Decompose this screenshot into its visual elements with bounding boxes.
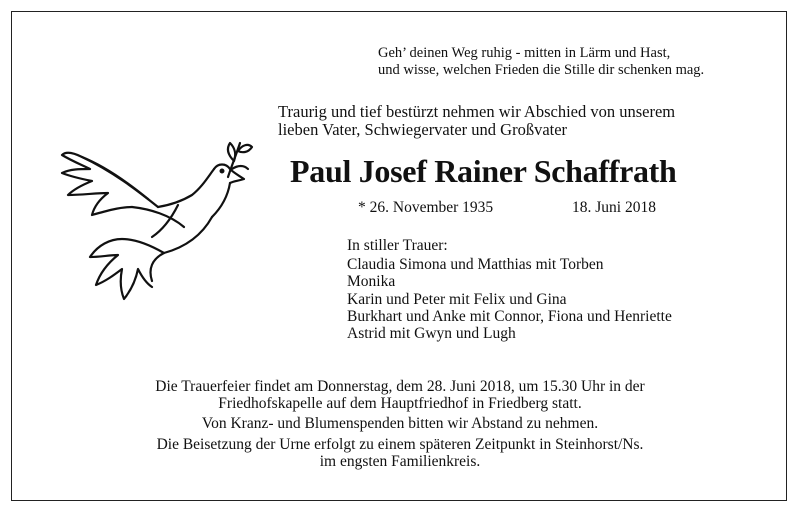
mourner-entry: Monika [347,273,396,291]
motto-line: Geh’ deinen Weg ruhig - mitten in Lärm und Hast, [378,45,671,61]
intro-line: Traurig und tief bestürzt nehmen wir Abschied von unserem [278,102,676,121]
motto-quote [378,45,704,78]
burial-line: Die Beisetzung der Urne erfolgt zu einem späteren Zeitpunkt in Steinhorst/Ns. [156,436,644,453]
motto-line: und wisse, welchen Frieden die Stille dir schenken mag. [378,61,705,78]
mourners-heading: In stiller Trauer: [347,237,448,254]
mourner-entry: Karin und Peter mit Felix und Gina [347,290,567,308]
dove-with-olive-branch-icon [52,135,262,305]
mourner-entry: Astrid mit Gwyn und Lugh [347,325,516,343]
intro-text [278,103,675,139]
ceremony-info [0,378,800,413]
ceremony-line: Friedhofskapelle auf dem Hauptfriedhof in Friedberg statt. [218,395,582,413]
deceased-name: Paul Josef Rainer Schaffrath [290,153,677,189]
burial-line: im engsten Familienkreis. [319,453,481,471]
intro-line: lieben Vater, Schwiegervater und Großvater [278,120,568,139]
death-date: 18. Juni 2018 [572,199,656,216]
mourner-entry: Burkhart und Anke mit Connor, Fiona und Henriette [347,307,672,325]
mourner-entry: Claudia Simona und Matthias mit Torben [347,256,604,273]
birth-date: * 26. November 1935 [358,199,494,216]
burial-info [0,436,800,471]
flowers-note: Von Kranz- und Blumenspenden bitten wir Abstand zu nehmen. [201,415,599,432]
mourners-list [347,256,672,342]
ceremony-line: Die Trauerfeier findet am Donnerstag, dem 28. Juni 2018, um 15.30 Uhr in der [155,378,645,395]
